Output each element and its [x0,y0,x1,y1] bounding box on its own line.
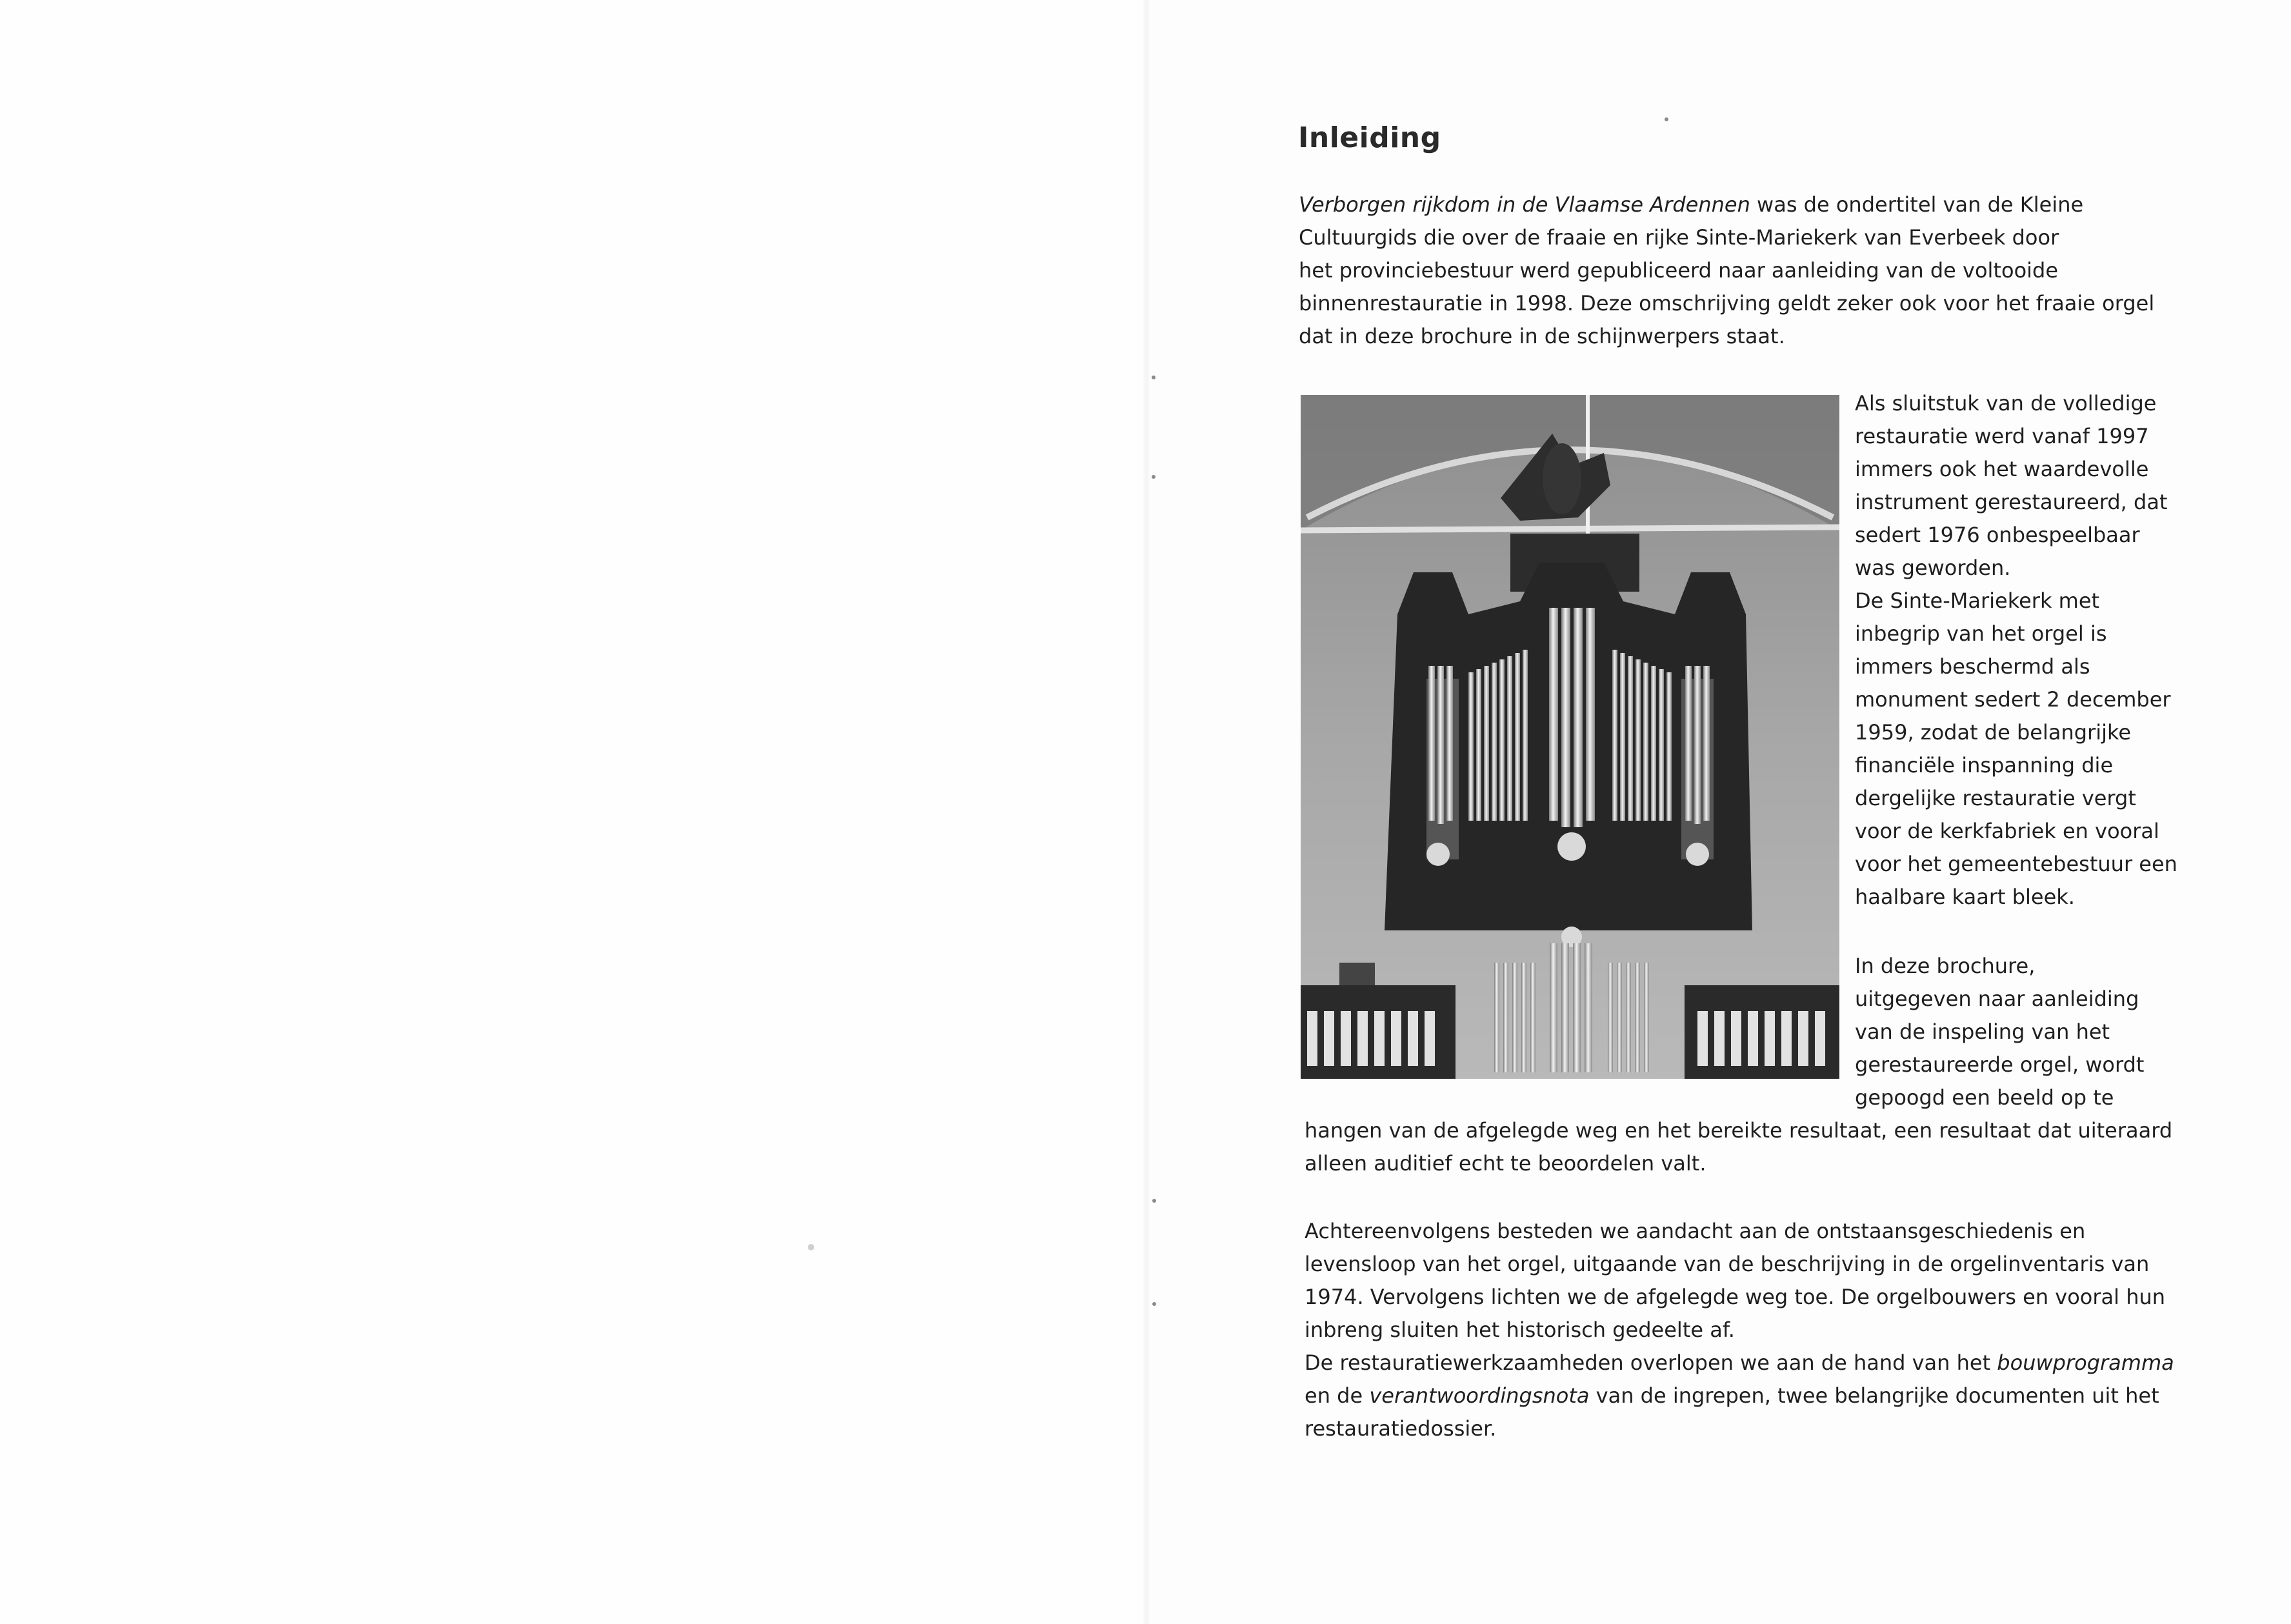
side-line: voor het gemeentebestuur een [1855,852,2177,876]
verantwoordingsnota-italic: verantwoordingsnota [1369,1383,1590,1408]
intro-line-rest: was de ondertitel van de Kleine [1750,192,2084,217]
side-line: was geworden. [1855,556,2011,580]
side-line: monument sedert 2 december [1855,687,2171,712]
subtitle-italic: Verborgen rijkdom in de Vlaamse Ardennen [1299,192,1750,217]
balustrade-right [1685,985,1839,1079]
overview-text: en de [1305,1383,1370,1408]
overview-line: inbreng sluiten het historisch gedeelte af. [1305,1318,1735,1342]
page-title: Inleiding [1298,121,1441,154]
side-line: restauratie werd vanaf 1997 [1855,424,2149,448]
side-line: sedert 1976 onbespeelbaar [1855,523,2140,547]
brochure-paragraph-narrow [1855,950,2190,1114]
overview-line: Achtereenvolgens besteden we aandacht aan de ontstaansgeschiedenis en [1305,1219,2086,1243]
scan-speck [1152,376,1156,379]
side-line: Als sluitstuk van de volledige [1855,391,2157,416]
left-tower-pipes [1428,666,1453,824]
brochure-line: alleen auditief echt te beoordelen valt. [1305,1151,1706,1176]
overview-line [1305,1379,2195,1412]
scan-speck [1152,475,1156,479]
intro-line [1299,188,2189,221]
scan-speck [1665,117,1668,121]
side-line: immers beschermd als [1855,654,2090,679]
side-line: De Sinte-Mariekerk met [1855,588,2100,613]
intro-line: binnenrestauratie in 1998. Deze omschrijving geldt zeker ook voor het fraaie orgel [1299,291,2155,316]
scan-speck [1152,1302,1156,1306]
right-tower-pipes [1685,666,1710,824]
side-line: haalbare kaart bleek. [1855,885,2075,909]
brochure-line: gerestaureerde orgel, wordt [1855,1052,2145,1077]
organ-illustration [1301,395,1839,1079]
overview-paragraph [1305,1215,2195,1445]
intro-paragraph [1299,188,2189,353]
overview-line [1305,1347,2195,1379]
side-line: voor de kerkfabriek en vooral [1855,819,2159,843]
organ-photo [1301,395,1839,1079]
overview-line: 1974. Vervolgens lichten we de afgelegde weg toe. De orgelbouwers en vooral hun [1305,1285,2166,1309]
brochure-line: In deze brochure, [1855,954,2036,978]
overview-line: levensloop van het orgel, uitgaande van de beschrijving in de orgelinventaris van [1305,1252,2150,1276]
bouwprogramma-italic: bouwprogramma [1997,1350,2174,1375]
overview-text: De restauratiewerkzaamheden overlopen we aan de hand van het [1305,1350,1997,1375]
side-line: instrument gerestaureerd, dat [1855,490,2168,514]
overview-text: van de ingrepen, twee belangrijke documenten uit het [1589,1383,2159,1408]
side-line: financiële inspanning die [1855,753,2114,777]
brochure-line: gepoogd een beeld op te [1855,1085,2114,1110]
overview-line: restauratiedossier. [1305,1416,1497,1441]
side-line: 1959, zodat de belangrijke [1855,720,2132,745]
brochure-line: hangen van de afgelegde weg en het bereikte resultaat, een resultaat dat uiteraard [1305,1118,2173,1143]
intro-line: dat in deze brochure in de schijnwerpers staat. [1299,324,1785,348]
side-line: dergelijke restauratie vergt [1855,786,2136,810]
side-column-paragraph [1855,387,2190,914]
scan-speck [1152,1199,1156,1203]
balustrade-left [1301,985,1456,1079]
brochure-paragraph-wide [1305,1114,2195,1180]
brochure-line: uitgegeven naar aanleiding [1855,987,2139,1011]
brochure-line: van de inspeling van het [1855,1019,2110,1044]
left-page-blank [0,0,1145,1624]
side-line: immers ook het waardevolle [1855,457,2149,481]
intro-line: Cultuurgids die over de fraaie en rijke Sinte-Mariekerk van Everbeek door [1299,225,2059,250]
scan-speck [808,1244,814,1250]
side-line: inbegrip van het orgel is [1855,621,2107,646]
page-gutter [1142,0,1151,1624]
intro-line: het provinciebestuur werd gepubliceerd naar aanleiding van de voltooide [1299,258,2059,283]
